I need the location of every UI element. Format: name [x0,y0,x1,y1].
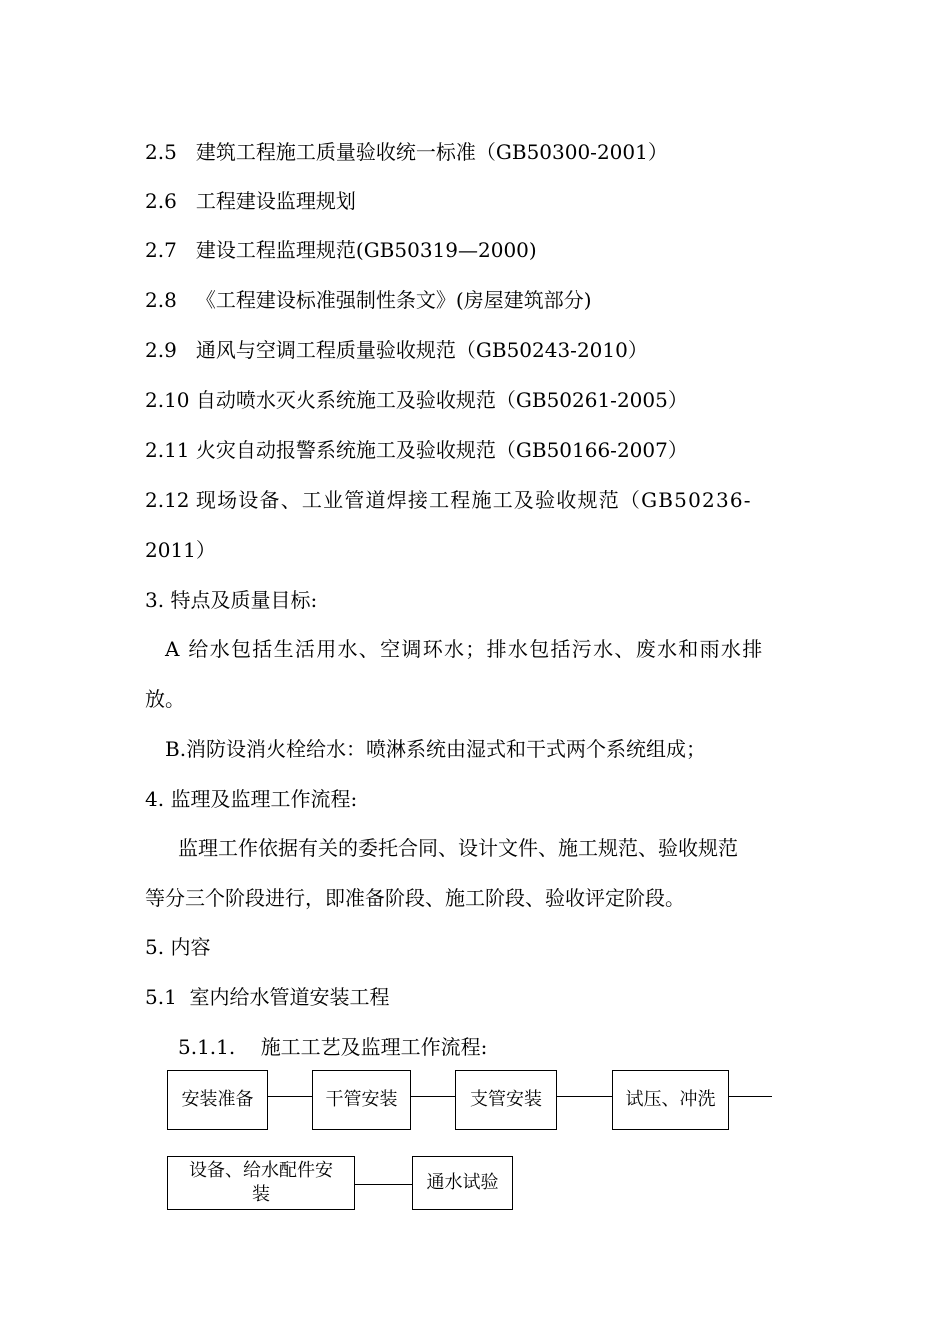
item-number: 2.5 [145,140,177,164]
section-number: 4. [145,787,165,811]
flow-step-label: 安装准备 [181,1089,254,1110]
section-number: 5. [145,935,165,959]
item-number: 2.10 [145,388,190,412]
flow-step-install-prep [167,1070,268,1130]
item-2-5 [145,139,668,165]
item-2-7 [145,237,537,263]
paragraph-a [165,636,764,662]
flow-connector [557,1096,612,1097]
flow-step-equipment-install [167,1156,355,1210]
section-5-1-heading [145,984,390,1010]
item-text: 通风与空调工程质量验收规范（GB50243-2010） [195,338,648,362]
paragraph-text: B.消防设消火栓给水：喷淋系统由湿式和干式两个系统组成； [165,737,707,761]
flow-connector [268,1096,312,1097]
section-title: 特点及质量目标: [170,588,318,612]
section-title: 施工工艺及监理工作流程: [260,1035,488,1059]
section-title: 室内给水管道安装工程 [189,985,390,1009]
paragraph-text: 监理工作依据有关的委托合同、设计文件、施工规范、验收规范 [178,836,738,860]
flow-step-label: 通水试验 [426,1172,499,1193]
item-text: 2011） [145,538,216,562]
item-text: 自动喷水灭火系统施工及验收规范（GB50261-2005） [195,388,688,412]
flow-connector [729,1096,772,1097]
item-2-9 [145,337,648,363]
flow-step-water-test [412,1156,513,1210]
flow-step-label: 试压、冲洗 [625,1089,716,1110]
paragraph-b [165,736,706,762]
paragraph-a-continued [145,686,185,712]
flow-connector [411,1096,455,1097]
item-text: 建设工程监理规范(GB50319—2000) [195,238,537,262]
section-title: 监理及监理工作流程: [170,787,358,811]
section-4-heading [145,786,357,812]
item-number: 2.9 [145,338,177,362]
flow-step-main-pipe [312,1070,411,1130]
flow-step-label: 设备、给水配件安装 [189,1160,333,1205]
item-text: 建筑工程施工质量验收统一标准（GB50300-2001） [195,140,668,164]
section-5-1-1-heading [178,1034,487,1060]
item-2-8 [145,287,592,313]
item-text: 火灾自动报警系统施工及验收规范（GB50166-2007） [195,438,688,462]
section-number: 5.1 [145,985,177,1009]
item-2-12-continued [145,537,216,563]
flow-step-label: 支管安装 [470,1089,542,1110]
item-number: 2.11 [145,438,190,462]
item-text: 工程建设监理规划 [195,189,356,213]
item-2-11 [145,437,688,463]
flow-step-label: 干管安装 [325,1089,398,1110]
section-4-paragraph-continued [145,885,685,911]
flow-step-branch-pipe [455,1070,557,1130]
item-2-10 [145,387,688,413]
section-5-heading [145,934,210,960]
paragraph-text: 放。 [145,687,185,711]
section-3-heading [145,587,317,613]
item-number: 2.7 [145,238,177,262]
section-4-paragraph [178,835,738,861]
item-number: 2.6 [145,189,177,213]
item-2-12 [145,487,752,513]
item-2-6 [145,188,356,214]
paragraph-text: A 给水包括生活用水、空调环水；排水包括污水、废水和雨水排 [165,637,764,661]
item-text: 现场设备、工业管道焊接工程施工及验收规范（GB50236- [195,488,752,512]
paragraph-text: 等分三个阶段进行，即准备阶段、施工阶段、验收评定阶段。 [145,886,685,910]
section-title: 内容 [170,935,211,959]
section-number: 5.1.1. [178,1035,236,1059]
flow-connector [355,1184,412,1185]
item-number: 2.8 [145,288,177,312]
flow-step-pressure-flush [612,1070,729,1130]
item-number: 2.12 [145,488,190,512]
section-number: 3. [145,588,165,612]
item-text: 《工程建设标准强制性条文》(房屋建筑部分) [195,288,592,312]
